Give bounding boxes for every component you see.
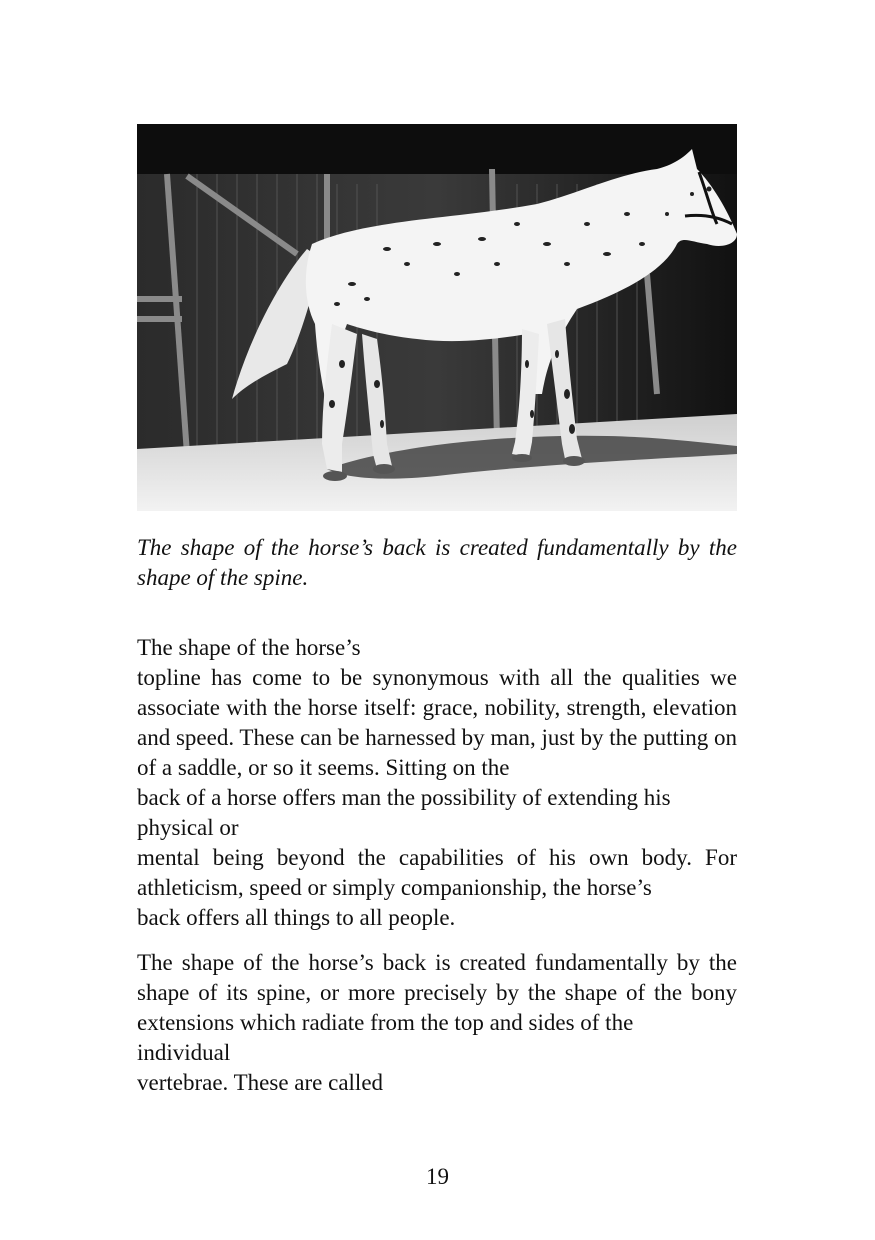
paragraph-2-block-1: The shape of the horse’s back is created fundamentally by the shape of its spine, or more precisely by the shape of the bony extensions which radiate from the top and sides of the xyxy=(137,950,737,1035)
paragraph-2-line-short: individual xyxy=(137,1040,231,1065)
paragraph-2-last-line: vertebrae. These are called xyxy=(137,1070,384,1095)
horse-photo xyxy=(137,124,737,511)
paragraph-1-last-line: back offers all things to all people. xyxy=(137,905,456,930)
horse-photo-graphic xyxy=(137,124,737,511)
paragraph-1-line-short-2: physical or xyxy=(137,815,239,840)
paragraph-1-block-2: mental being beyond the capabilities of his own body. For athleticism, speed or simply companionship, the horse’s xyxy=(137,845,737,900)
paragraph-1-block-1: topline has come to be synonymous with all the qualities we associate with the horse itself: grace, nobility, strength, elevation and speed. These can be harnessed by man, just by the putting on of a saddle, or so it seems. Sitting on the xyxy=(137,665,737,780)
paragraph-1-line-1: The shape of the horse’s xyxy=(137,635,361,660)
page-number: 19 xyxy=(426,1164,449,1189)
paragraph-1-line-short: back of a horse offers man the possibility of extending his xyxy=(137,785,671,810)
figure-caption: The shape of the horse’s back is created fundamentally by the shape of the spine. xyxy=(137,535,737,590)
